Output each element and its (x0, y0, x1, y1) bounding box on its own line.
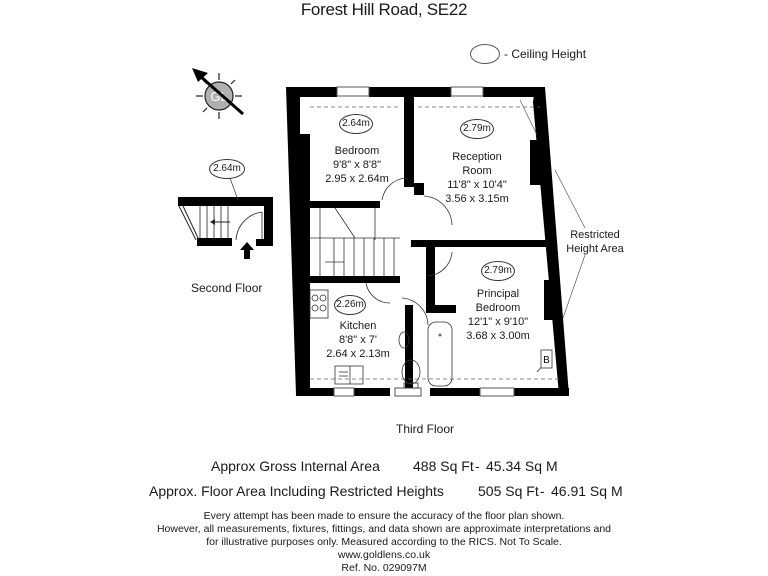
area-restricted-sqft: 505 Sq Ft (478, 483, 539, 499)
disclaimer (0, 510, 768, 575)
restricted-line2: Height Area (566, 243, 624, 255)
disclaimer-line1: Every attempt has been made to ensure the accuracy of the floor plan shown. (203, 510, 565, 522)
area-restricted-sqm: 46.91 Sq M (551, 483, 623, 499)
area-gross-sep: - (475, 458, 480, 474)
ceiling-height-second-floor: 2.64m (209, 159, 245, 179)
reference-number: Ref. No. 029097M (341, 562, 427, 574)
room-metric: 2.64 x 2.13m (326, 348, 390, 360)
property-title: Forest Hill Road, SE22 (300, 0, 468, 19)
room-name-line1: Reception (452, 151, 502, 163)
compass-icon (192, 68, 243, 119)
legend-label: - Ceiling Height (504, 47, 587, 61)
room-principal-bedroom (460, 287, 536, 343)
hob-icon (310, 290, 328, 318)
room-metric: 2.95 x 2.64m (325, 173, 389, 185)
area-gross-sqm: 45.34 Sq M (486, 458, 558, 474)
ceiling-height-kitchen: 2.26m (334, 295, 366, 315)
room-bedroom (310, 144, 404, 186)
floor-label-third: Third Floor (396, 422, 455, 436)
area-restricted-label: Approx. Floor Area Including Restricted Heights (149, 483, 444, 499)
room-metric: 3.68 x 3.00m (466, 330, 530, 342)
room-imperial: 8'8" x 7' (338, 334, 378, 346)
room-name-line2: Bedroom (475, 302, 521, 314)
room-reception (435, 150, 519, 206)
restricted-height-annotation (560, 228, 630, 256)
ceiling-height-bedroom: 2.64m (339, 114, 373, 134)
disclaimer-line2: However, all measurements, fixtures, fittings, and data shown are approximate interpretations and (156, 523, 612, 535)
room-imperial: 12'1" x 9'10" (467, 316, 529, 328)
ceiling-height-reception: 2.79m (460, 119, 494, 139)
room-imperial: 9'8" x 8'8" (332, 159, 382, 171)
ceiling-height-principal: 2.79m (481, 261, 515, 281)
area-gross-sqft: 488 Sq Ft (413, 458, 474, 474)
area-gross-label: Approx Gross Internal Area (211, 458, 380, 474)
sink-icon (335, 366, 363, 384)
room-name: Kitchen (339, 320, 377, 332)
room-metric: 3.56 x 3.15m (445, 193, 509, 205)
website-link[interactable]: www.goldlens.co.uk (337, 549, 431, 561)
bath-icon (428, 322, 452, 386)
room-kitchen (318, 319, 398, 361)
room-name-line1: Principal (476, 288, 520, 300)
boiler-label: B (543, 355, 550, 366)
floor-label-second: Second Floor (191, 281, 263, 295)
compass-logo-text: GL (210, 89, 228, 104)
room-name-line2: Room (462, 165, 492, 177)
disclaimer-line3: for illustrative purposes only. Measured according to the RICS. Not To Scale. (206, 536, 562, 548)
room-imperial: 11'8" x 10'4" (447, 179, 507, 191)
area-restricted-sep: - (540, 483, 545, 499)
staircase (310, 208, 400, 276)
restricted-line1: Restricted (570, 229, 620, 241)
room-name: Bedroom (334, 145, 380, 157)
